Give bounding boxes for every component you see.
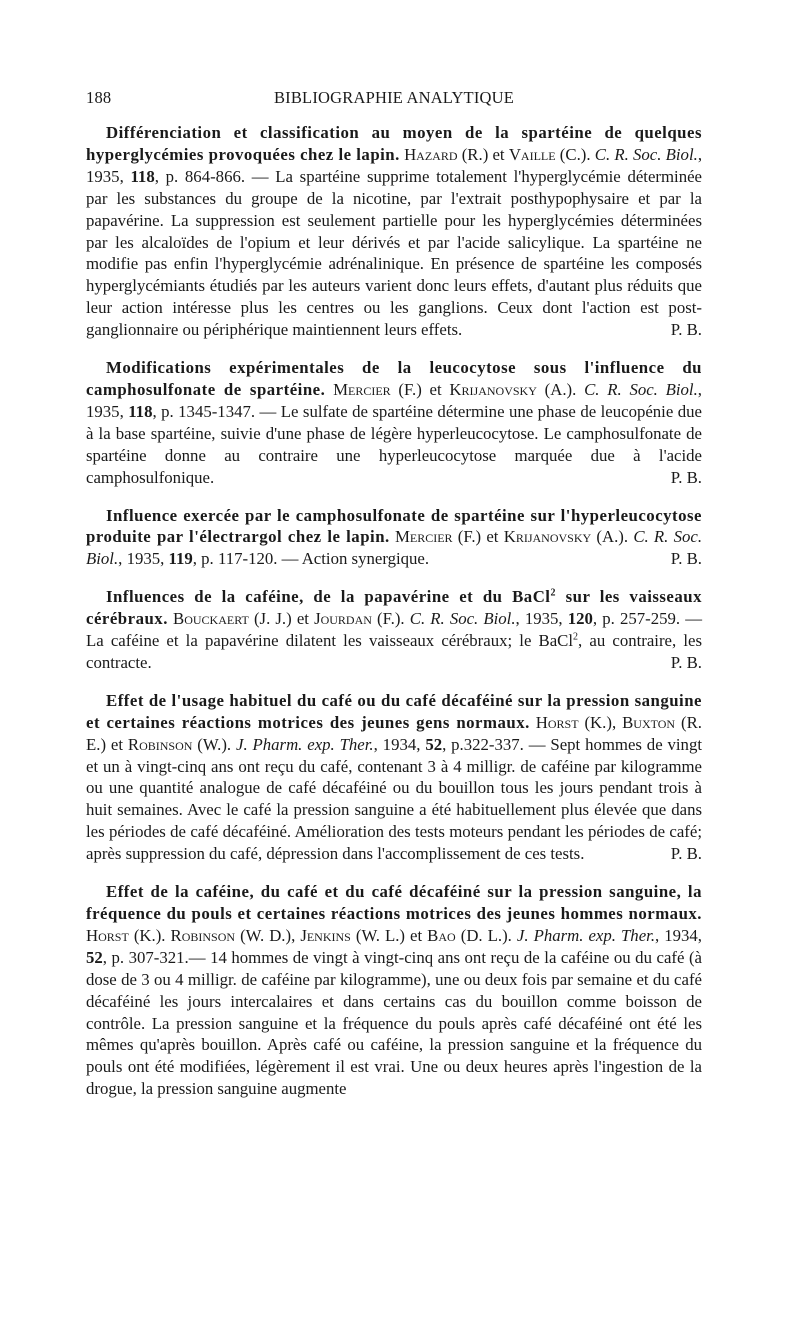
entry-title: Effet de la caféine, du café et du café décaféiné sur la pression sanguine, la fréquence du pouls et certaines réactions motrices des jeunes hommes normaux. bbox=[86, 882, 702, 923]
citation-year: , 1935, bbox=[515, 609, 568, 629]
author-name: Mercier bbox=[394, 527, 453, 547]
entry-body: 14 hommes de vingt à vingt-cinq ans ont reçu de la caféine ou du café (à dose de 3 ou 4 milligr. de caféine par kilogramme), une ou deux fois par semaine et du café décaféiné les jours intercalaires et dans certains cas du bouillon comme boisson de contrôle. La pression sanguine et la fréquence du pouls après café décaféiné ont été les mêmes qu'après bouillon. Après café ou caféine, la pression sanguine et la fréquence du pouls ont été modifiées, légèrement il est vrai. Une ou deux heures après l'ingestion de la drogue, la pression sanguine augmente bbox=[86, 947, 702, 1099]
citation-year: , 1934, bbox=[655, 925, 702, 945]
running-title: BIBLIOGRAPHIE ANALYTIQUE bbox=[273, 88, 515, 107]
author-initials: (F.) et bbox=[390, 379, 450, 399]
signature: P. B. bbox=[670, 844, 702, 864]
author-initials: (K.). bbox=[128, 925, 171, 945]
signature: P. B. bbox=[670, 549, 702, 569]
entry-body: La spartéine supprime totalement l'hyperglycémie déterminée par les substances du groupe de la nicotine, par l'extrait posthypophysaire et par la papavérine. La suppression est seulement partielle pour les hyperglycémies déterminées par les alcaloïdes de l'opium et leur dérivés et par l'acide salicylique. La spartéine ne modifie pas enfin l'hyperglycémie adrénalinique. En présence de spartéine les composés hyperglycémiants étudiés par les auteurs varient donc leurs effets, d'autant plus réduits que leur action intéresse plus les centres ou les ganglions. Ceux dont l'action est post-ganglionnaire ou périphérique maintiennent leurs effets. bbox=[86, 166, 702, 340]
citation-volume: 52 bbox=[425, 734, 443, 754]
author-name: Bao bbox=[427, 925, 456, 945]
entry-title: Modifications expérimentales de la leucocytose sous l'influence du camphosulfonate de spartéine. bbox=[86, 358, 702, 399]
running-header bbox=[86, 88, 702, 112]
entry-body: Le sulfate de spartéine détermine une phase de leucopénie due à la base spartéine, suivie d'une phase de légère hyperleucocytose. Le camphosulfonate de spartéine donne au contraire une hyperleucocytose marquée due à l'acide camphosulfonique. bbox=[86, 401, 702, 487]
author-initials: (K.), bbox=[578, 712, 623, 732]
citation-volume: 118 bbox=[128, 401, 153, 421]
bibliography-entry bbox=[86, 690, 702, 865]
journal-name: C. R. Soc. Biol. bbox=[584, 379, 698, 399]
entry-title: Différenciation et classification au moyen de la spartéine de quelques hyperglycémies provoquées chez le lapin. bbox=[86, 123, 702, 164]
journal-name: C. R. Soc. Biol. bbox=[594, 144, 698, 164]
citation-year: , 1934, bbox=[373, 734, 426, 754]
author-initials: (J. J.) et bbox=[248, 609, 315, 629]
bibliography-entry bbox=[86, 586, 702, 674]
citation-volume: 120 bbox=[567, 609, 593, 629]
bibliography-entry bbox=[86, 881, 702, 1100]
author-name: Horst bbox=[86, 925, 129, 945]
author-initials: (D. L.). bbox=[455, 925, 517, 945]
entry-title: Influence exercée par le camphosulfonate de spartéine sur l'hyperleucocytose produite par l'électrargol chez le lapin. bbox=[86, 505, 702, 547]
entry-title: Effet de l'usage habituel du café ou du café décaféiné sur la pression sanguine et certaines réactions motrices des jeunes gens normaux. bbox=[86, 690, 702, 732]
citation-volume: 118 bbox=[130, 166, 155, 186]
author-name: Hazard bbox=[404, 144, 458, 164]
superscript: 2 bbox=[550, 587, 556, 599]
author-name: Buxton bbox=[622, 712, 676, 732]
signature: P. B. bbox=[670, 320, 702, 340]
citation-year: , 1935, bbox=[86, 144, 703, 186]
bibliography-content bbox=[86, 122, 702, 1116]
bibliography-entry bbox=[86, 122, 702, 341]
author-name: Jourdan bbox=[314, 609, 372, 629]
author-initials: (W.). bbox=[192, 734, 236, 754]
entry-body: Action synergique. bbox=[301, 549, 430, 569]
citation-year: , 1935, bbox=[86, 379, 702, 421]
author-initials: (R.) et bbox=[457, 144, 509, 164]
journal-name: C. R. Soc. Biol. bbox=[86, 527, 703, 569]
author-initials: (F.). bbox=[371, 609, 410, 629]
citation-pages: , p. 864-866. — bbox=[154, 166, 276, 186]
citation-pages: , p. 257-259. — bbox=[592, 609, 702, 629]
entry-body: Sept hommes de vingt et un à vingt-cinq ans ont reçu du café, contenant 3 à 4 milligr. de caféine par kilogramme ou une quantité analogue de café décaféiné ou du bouillon tous les jours pendant trois à huit semaines. Avec le café la pression sanguine a été habituellement plus élevée que dans les périodes de café décaféiné. Amélioration des tests moteurs pendant les périodes de café; après suppression du café, dépression dans l'accomplissement de ces tests. bbox=[86, 734, 702, 864]
signature: P. B. bbox=[670, 467, 702, 487]
author-initials: (W. D.), bbox=[235, 925, 301, 945]
entry-body: La caféine et la papavérine dilatent les vaisseaux cérébraux; le BaCl bbox=[86, 631, 574, 651]
journal-name: J. Pharm. exp. Ther. bbox=[516, 925, 656, 945]
citation-pages: , p. 117-120. — bbox=[192, 549, 302, 569]
author-initials: (A.). bbox=[536, 379, 585, 399]
author-name: Robinson bbox=[170, 925, 236, 945]
author-name: Robinson bbox=[127, 734, 193, 754]
citation-pages: , p.322-337. — bbox=[442, 734, 551, 754]
author-name: Jenkins bbox=[300, 925, 351, 945]
page-number: 188 bbox=[86, 88, 112, 107]
author-initials: (F.) et bbox=[452, 527, 504, 547]
journal-name: C. R. Soc. Biol. bbox=[409, 609, 516, 629]
citation-year: , 1935, bbox=[118, 549, 169, 569]
citation-pages: , p. 1345-1347. — bbox=[152, 401, 281, 421]
author-name: Krijanovsky bbox=[449, 379, 537, 399]
author-name: Horst bbox=[535, 712, 579, 732]
author-initials: (A.). bbox=[591, 527, 634, 547]
bibliography-entry bbox=[86, 357, 702, 488]
entry-title-text: Influences de la caféine, de la papavérine et du BaCl bbox=[106, 587, 551, 607]
journal-name: J. Pharm. exp. Ther. bbox=[236, 734, 374, 754]
citation-volume: 119 bbox=[168, 549, 193, 569]
citation-volume: 52 bbox=[86, 947, 103, 967]
signature: P. B. bbox=[670, 652, 702, 672]
author-initials: (R. E.) et bbox=[86, 712, 702, 754]
author-name: Krijanovsky bbox=[503, 527, 592, 547]
author-initials: (C.). bbox=[555, 144, 595, 164]
citation-pages: , p. 307-321.— bbox=[102, 947, 211, 967]
bibliography-entry bbox=[86, 505, 702, 571]
entry-title-text: sur les vaisseaux cérébraux. bbox=[86, 587, 702, 629]
author-name: Mercier bbox=[333, 379, 391, 399]
author-name: Vaille bbox=[508, 144, 556, 164]
author-initials: (W. L.) et bbox=[350, 925, 428, 945]
superscript: 2 bbox=[573, 631, 579, 643]
entry-body: , au contraire, les contracte. bbox=[86, 631, 702, 672]
author-name: Bouckaert bbox=[173, 609, 249, 629]
